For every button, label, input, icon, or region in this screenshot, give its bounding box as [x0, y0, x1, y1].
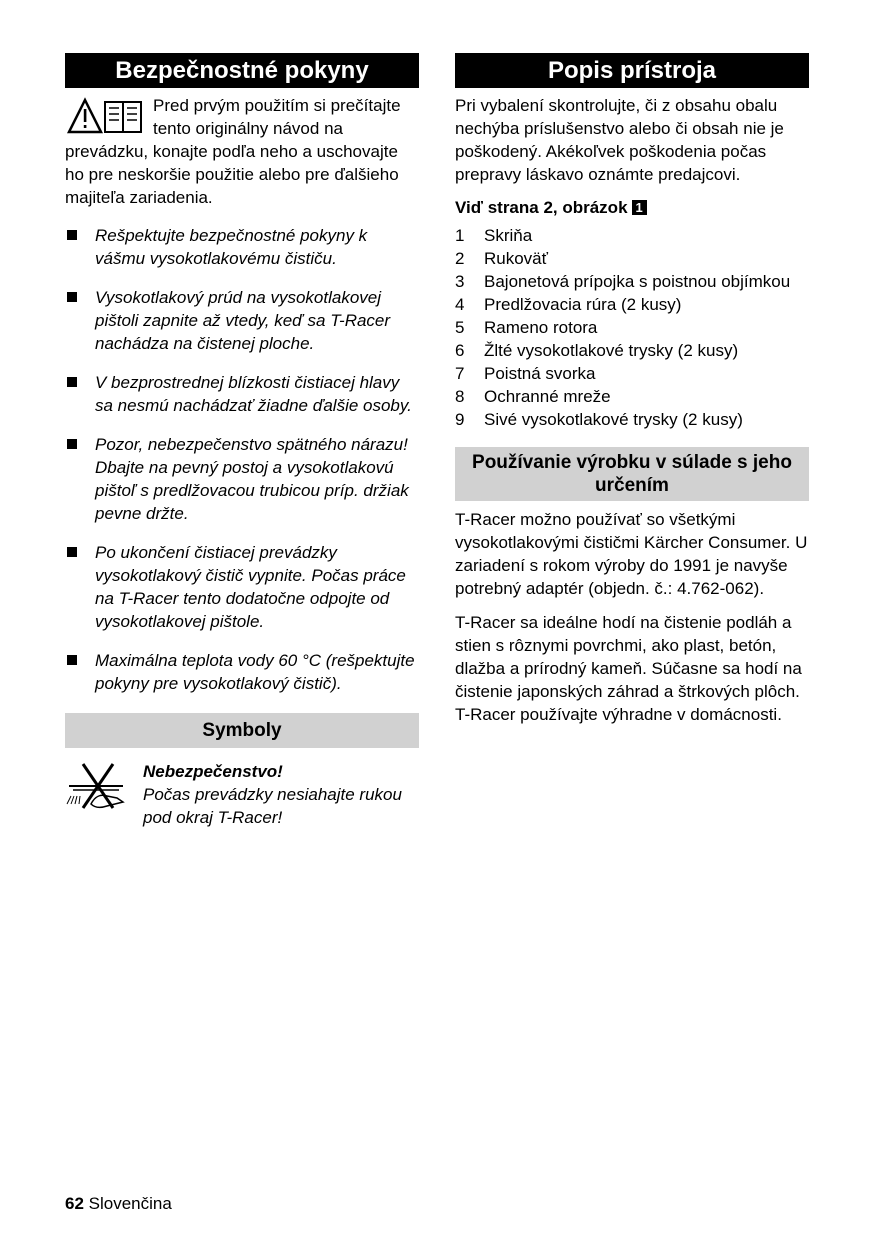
description-text: Pri vybalení skontrolujte, či z obsahu obalu nechýba príslušenstvo alebo či obsah nie je poškodený. Akékoľvek poškodenia počas prepravy láskavo oznámte predajcovi.: [455, 96, 784, 184]
list-item: 5 Rameno rotora: [455, 318, 598, 337]
warning-manual-icon: [65, 94, 147, 140]
safety-heading: Bezpečnostné pokyny: [65, 53, 419, 88]
list-item: Vysokotlakový prúd na vysokotlakovej pištoli zapnite až vtedy, keď sa T-Racer nachádza na čistenej ploche.: [65, 286, 419, 355]
symbols-heading: Symboly: [65, 713, 419, 748]
usage-heading: Používanie výrobku v súlade s jeho určením: [455, 447, 809, 501]
usage-paragraph-1: T-Racer možno používať so všetkými vysokotlakovými čističmi Kärcher Consumer. U zariadení s rokom výroby do 1991 je navyše potrebný adaptér (objedn. č.: 4.762-062).: [455, 510, 808, 598]
safety-bullet-list: [65, 224, 419, 695]
list-item: 9 Sivé vysokotlakové trysky (2 kusy): [455, 410, 743, 429]
danger-text-block: [143, 760, 419, 829]
bullet-square-icon: [67, 547, 77, 557]
footer-language: Slovenčina: [88, 1194, 172, 1213]
list-item: Po ukončení čistiacej prevádzky vysokotlakový čistič vypnite. Počas práce na T-Racer tento dodatočne odpojte od vysokotlakovej pištole.: [65, 541, 419, 633]
parts-list: [455, 224, 809, 431]
bullet-square-icon: [67, 439, 77, 449]
safety-intro-text: Pred prvým použitím si prečítajte tento originálny návod na prevádzku, konajte podľa neho a uschovajte ho pre neskoršie použitie alebo pre ďalšieho majiteľa zariadenia.: [65, 96, 401, 207]
list-item: Rešpektujte bezpečnostné pokyny k vášmu vysokotlakovému čističu.: [65, 224, 419, 270]
list-item: 7 Poistná svorka: [455, 364, 596, 383]
list-item: 6 Žlté vysokotlakové trysky (2 kusy): [455, 341, 739, 360]
usage-paragraph-2: T-Racer sa ideálne hodí na čistenie podláh a stien s rôznymi povrchmi, ako plast, betón, dlažba a prírodný kameň. Súčasne sa hodí na čistenie japonských záhrad a štrkových plôch. T-Racer používajte výhradne v domácnosti.: [455, 613, 802, 724]
figure-number-badge: 1: [632, 200, 647, 215]
list-item: 1 Skriňa: [455, 226, 533, 245]
danger-description: Počas prevádzky nesiahajte rukou pod okraj T-Racer!: [143, 785, 402, 827]
list-item: 8 Ochranné mreže: [455, 387, 611, 406]
figure-reference-text: Viď strana 2, obrázok: [455, 198, 628, 217]
page-number: 62: [65, 1194, 84, 1213]
list-item: 4 Predlžovacia rúra (2 kusy): [455, 295, 682, 314]
bullet-square-icon: [67, 292, 77, 302]
page-footer: [65, 1192, 172, 1215]
safety-intro: [65, 94, 419, 209]
list-item: 3 Bajonetová prípojka s poistnou objímkou: [455, 272, 791, 291]
hand-danger-icon: [65, 760, 133, 810]
description-heading: Popis prístroja: [455, 53, 809, 88]
list-item: Pozor, nebezpečenstvo spätného nárazu! Dbajte na pevný postoj a vysokotlakovú pištoľ s predlžovacou trubicou príp. držiak pevne držte.: [65, 433, 419, 525]
figure-reference: [455, 196, 809, 219]
bullet-square-icon: [67, 655, 77, 665]
left-column: [65, 53, 419, 829]
list-item: V bezprostrednej blízkosti čistiacej hlavy sa nesmú nachádzať žiadne ďalšie osoby.: [65, 371, 419, 417]
bullet-square-icon: [67, 377, 77, 387]
bullet-square-icon: [67, 230, 77, 240]
list-item: 2 Rukoväť: [455, 249, 549, 268]
danger-symbol-row: [65, 760, 419, 829]
list-item: Maximálna teplota vody 60 °C (rešpektujte pokyny pre vysokotlakový čistič).: [65, 649, 419, 695]
right-column: [455, 53, 809, 726]
danger-label: Nebezpečenstvo!: [143, 762, 283, 781]
